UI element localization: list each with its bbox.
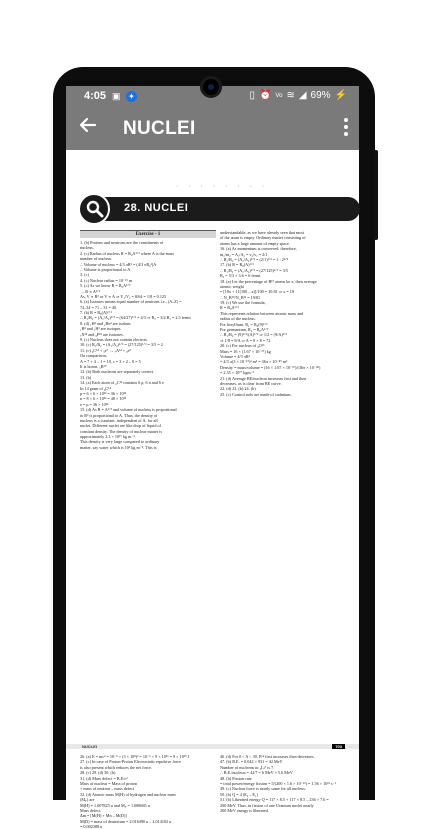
text-line: number of nucleus.: [80, 256, 113, 262]
text-line: 32. (d) Atomic mass M(H) of hydrogen and nuclear mass: [80, 791, 176, 797]
text-line: Number of nucleons in ₃Li⁷ is 7.: [220, 764, 275, 770]
text-line: ∴ B.E./nucleon = 42/7 = 6 MeV ≈ 5.6 MeV: [220, 770, 293, 776]
text-line: 20. (c) For nucleus of ₈O¹⁶: [220, 343, 265, 349]
blue-notification-icon: ✦: [126, 91, 137, 102]
text-line: 17. (b) R = R₀(A)¹ᐟ³: [220, 262, 254, 268]
text-line: n = 8 × 6 × 10²³ = 48 × 10²³: [80, 396, 127, 402]
text-line: 11. (c) ₆C¹⁴ + ₃e° → ₇A¹⁴ + ₀e⁰: [80, 347, 132, 353]
magnifier-icon: [78, 193, 110, 225]
battery-icon: ⚡: [334, 90, 347, 101]
text-line: For germanium, R₂ = R₀A¹ᐟ³: [220, 327, 269, 333]
text-line: ∴ Volume of nucleus = 4/3 πR³ = (4/3 πR₀³)A: [80, 261, 157, 267]
wifi-icon: ≋: [286, 90, 295, 101]
text-line: = 2.35 × 10¹⁷ kgm⁻³: [220, 370, 255, 376]
text-line: 19. (c) We use the formula,: [220, 300, 266, 306]
volte-icon: Vo: [275, 92, 283, 99]
vibrate-icon: ▯: [249, 90, 255, 101]
app-bar: [66, 108, 359, 150]
text-line: Δm = [M(H) + Mn – M(D)]: [80, 813, 127, 819]
text-line: R₂ = 5/3 × 3.6 = 6 fermi.: [220, 273, 262, 279]
status-time: 4:05: [84, 90, 107, 102]
text-line: atoms has a large amount of empty space.: [220, 240, 290, 246]
chapter-title: 28. NUCLEI: [124, 202, 189, 214]
text-line: e = p = 36 × 10²³: [80, 401, 109, 407]
text-line: 18. (a) Let the percentage of B¹⁰ atoms be x, then average: [220, 278, 317, 284]
text-line: 49. (c) Nuclear force is nearly same for all nucleus.: [220, 786, 306, 792]
text-line: nucleus.: [80, 245, 94, 251]
text-line: 9. (c) Nucleus does not contain electron.: [80, 337, 148, 343]
left-column: [80, 230, 216, 450]
text-line: 74–34 = 71 – 31 = 40.: [80, 304, 118, 310]
alarm-icon: ⏰: [258, 90, 272, 101]
back-arrow-icon[interactable]: [78, 115, 98, 141]
text-line: ₁H² and ₁H³ are isotopes: [80, 326, 121, 332]
text-line: = total power/energy fission = 5/(200 × 1.6 × 10⁻¹³) = 1.56 × 10¹³ s⁻¹: [220, 780, 336, 786]
text-line: On comparison,: [80, 353, 107, 359]
text-line: of the atom is empty. Ordinary matter consisting of: [220, 235, 306, 241]
text-line: 27. (c) In case of Proton-Proton Electrostatic repulsive force: [80, 759, 182, 765]
text-line: 12. (b) Both nucleons are separately correct.: [80, 369, 155, 375]
text-line: decreases, as is clear from BE curve.: [220, 380, 282, 386]
text-line: ∴ R₁/R₂ = (9)¹ᐟ³/(A)¹ᐟ³ ⇒ 1/2 = (9/A)¹ᐟ³: [220, 332, 288, 338]
text-line: A = 7 + 4 – 1 = 10, c = 3 + 2 – 0 = 5: [80, 358, 141, 364]
text-line: Volume = 4/3 πR³: [220, 353, 250, 359]
bottom-right-column: [220, 754, 356, 813]
text-line: This density is very large compared to ordinary: [80, 439, 160, 445]
text-line: 46. (d) For 0 < A < 30, Eᵇⁿ first increases then decreases.: [220, 754, 315, 759]
text-line: (Mₚ) are: [80, 797, 95, 803]
text-line: 48. (b) Fission rate: [220, 775, 252, 781]
text-line: → R ∝ A¹ᐟ³: [80, 288, 101, 294]
text-line: 5. (c) As we know R = R₀A¹ᐟ³: [80, 283, 131, 289]
text-line: Mass = 16 × (1.67 × 10⁻²⁷) kg: [220, 348, 271, 354]
text-line: 13. (b): [80, 374, 92, 380]
battery-percent: 69%: [310, 90, 331, 101]
text-line: = 4/3 π(3 × 10⁻¹⁵)³ m³ = 36π × 10⁻⁴⁵ m³: [220, 359, 288, 365]
text-line: M(H) = 1.007825 u and Mₚ = 1.008665 u: [80, 802, 150, 808]
text-line: m₁/m₂ = A₁/A₂ = v₂/v₁ = 2/1: [220, 251, 268, 257]
decorative-dots: · · · · · · · ·: [176, 183, 269, 190]
text-line: 26. (a) E = mc² = 10⁻⁶ × (3 × 10⁸)² = 10⁻⁶ × 9 × 10¹⁶ = 9 × 10¹⁰ J: [80, 754, 190, 759]
text-line: to R³ is proportional to A. Thus, the density of: [80, 412, 158, 418]
text-line: 4. (c) Nuclear radius = 10⁻¹⁵ m: [80, 277, 133, 283]
text-line: ⇒ 1/8 = 9/A ⇒ A = 9 × 8 = 72.: [220, 337, 272, 343]
text-line: 8. (d) ₁H³ and ₂He³ are isobars: [80, 320, 131, 326]
text-line: matter, say water which is 10³ kg m⁻³. This is: [80, 444, 157, 450]
text-line: M(D) = mass of deuterium = 2.016490 u – 2.014102 u: [80, 818, 172, 824]
image-icon: ▣: [112, 91, 121, 101]
text-line: 28. (c) 29. (d) 30. (b): [80, 770, 116, 776]
text-line: 31. (d) Mass defect = B.E/c²: [80, 775, 128, 781]
text-line: = 0.002388 u: [80, 824, 103, 829]
text-line: ∴ R₁/R₂ = (A₁/A₂)¹ᐟ³ = (2/1)¹ᐟ³ = 1 : 2¹ᐟ³: [220, 256, 289, 262]
text-line: As, V ∝ R³ or V ∝ A ⇒ V₁/V₂ = 8/64 = 1/8 = 0.125: [80, 293, 167, 299]
text-line: It is boron, ₅B¹⁰: [80, 363, 107, 369]
text-line: 16. (a) As momentum is conserved, therefore,: [220, 246, 297, 252]
page-number: 703: [332, 744, 345, 749]
text-line: 200 MeV energy is liberated.: [220, 807, 269, 813]
text-line: ∴ N_B¹⁰/N_B¹¹ = 19/81: [220, 294, 261, 300]
app-title: NUCLEI: [123, 118, 196, 139]
signal-icon: ◢: [298, 90, 307, 101]
text-line: 1. (b) Protons and neutrons are the constituents of: [80, 240, 164, 245]
text-line: ∴ R₁/R₂ = (A₁/A₂)¹ᐟ³ = (27/125)¹ᐟ³ = 3/5: [220, 267, 289, 273]
text-line: 200 MeV. Thus, in fission of one Uranium nuclei nearly: [220, 802, 314, 808]
text-line: Mass defect,: [80, 807, 102, 813]
text-line: ₇N¹⁴ and ₉F¹⁸ are isotones.: [80, 331, 124, 337]
document-page[interactable]: [66, 150, 359, 829]
text-line: In 14 gram of ₆C¹⁴: [80, 385, 111, 391]
text-line: 50. (b) Q = 4 (E₂ – E₁): [220, 791, 258, 797]
text-line: Density = mass/volume = (16 × 1.67 × 10⁻²⁷)/(36π × 10⁻⁴⁵): [220, 364, 321, 370]
text-line: nucleus is a constant, independent of A, for all: [80, 417, 158, 423]
chapter-title-bar: [80, 197, 360, 221]
text-line: 10. (c) R₁/R₂ = (A₁/A₂)¹ᐟ³ = (27/125)¹ᐟ³ = 3/5 = 2: [80, 342, 163, 348]
more-vert-icon[interactable]: [343, 117, 349, 143]
text-line: atomic weight: [220, 283, 244, 289]
text-line: 25. (c) Control rods are made of cadmium.: [220, 391, 292, 397]
text-line: 14. (a) Each atom of ₆C¹² contains 6 p, 6 n and 6 e: [80, 380, 164, 386]
text-line: ∴ Volume is proportional to A.: [80, 266, 132, 272]
status-right-icons: [249, 90, 347, 101]
text-line: This represents relation between atomic mass and: [220, 310, 304, 316]
volume-button: [374, 150, 378, 240]
text-line: 2. (c) Radius of nucleus R = R₀A¹ᐟ³ where A is the mass: [80, 250, 175, 256]
text-line: understandable, as we have already seen that most: [220, 230, 305, 235]
text-line: 47. (b) B.E. = 0.042 × 931 = 42 MeV: [220, 759, 283, 765]
text-line: Mass of nucleus = Mass of proton: [80, 780, 138, 786]
text-line: 7. (b) R = R₀(A)¹ᐟ³: [80, 310, 112, 316]
text-line: is also present which reduces the net force.: [80, 764, 152, 770]
text-line: 15. (d) As R = A¹ᐟ³ and volume of nucleus is proportional: [80, 407, 177, 413]
text-line: radius of the nucleus.: [220, 316, 256, 322]
bottom-left-column: [80, 754, 216, 829]
text-line: 6. (a) Isotones means equal number of neutrons i.e., (A–Z) =: [80, 299, 182, 305]
page-footer: [66, 744, 359, 749]
text-line: 22. (d) 23. (b) 24. (b): [220, 386, 256, 392]
text-line: constant density. The density of nuclear matter is: [80, 428, 162, 434]
right-column: [220, 230, 356, 397]
text-line: 51. (b) Liberated energy Q = 117 × 8.5 + 117 × 8.5 – 236 × 7.6 =: [220, 797, 329, 803]
text-line: + mass of neutron – mass defect: [80, 786, 134, 792]
exercise-heading: Exercise - 1: [80, 230, 216, 238]
text-line: ∴ R₁/R₂ = (A₁/A₂)¹ᐟ³ = (64/27)¹ᐟ³ = 4/3 ⇒ R₂ = 3/4 R₁ = 2.5 fermi: [80, 315, 191, 321]
text-line: p = 6 × 6 × 10²³ = 36 × 10²³: [80, 390, 127, 396]
text-line: approximately 2.3 × 10¹⁷ kg m⁻³.: [80, 434, 136, 440]
text-line: nuclei. Different nuclei are like drop of liquid of: [80, 423, 161, 429]
text-line: R = R₀A¹ᐟ³: [220, 305, 239, 311]
phone-screen: [66, 86, 359, 829]
front-camera: [200, 76, 222, 98]
footer-label: NUCLEI: [82, 744, 97, 749]
text-line: 21. (d) Average BE/nucleon increases first and then: [220, 375, 307, 381]
text-line: = [10x + 11(100 – x)]/100 = 10.81 ⇒ x = 19: [220, 289, 294, 295]
text-line: For beryllium, R₁ = R₀(9)¹ᐟ³: [220, 321, 268, 327]
text-line: 3. (c): [80, 272, 89, 278]
